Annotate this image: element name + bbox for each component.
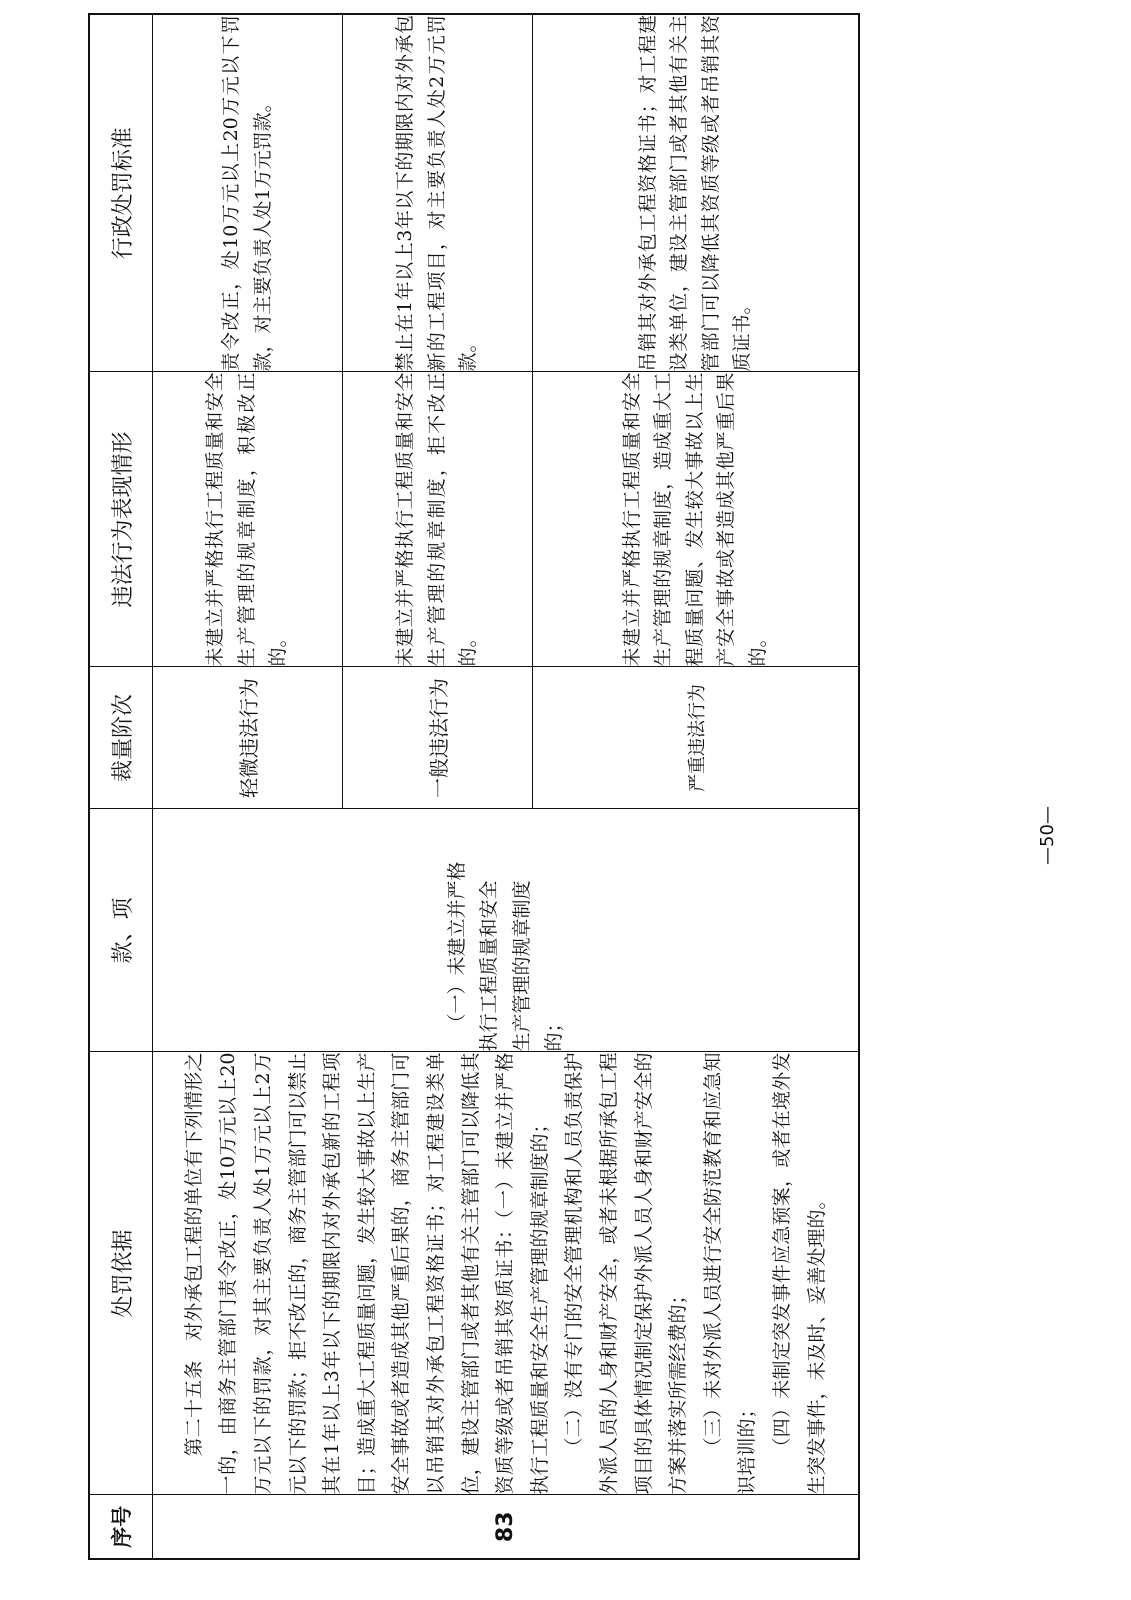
header-behavior: 违法行为表现情形 — [89, 372, 153, 667]
standard-severe: 吊销其对外承包工程资格证书；对工程建设类单位，建设主管部门或者其他有关主管部门可以降低其资质等级或者吊销其资质证书。 — [533, 14, 860, 372]
basis-paragraph: （三）未对外派人员进行安全防范教育和应急知识培训的； — [701, 1052, 759, 1495]
level-severe: 严重违法行为 — [533, 667, 860, 809]
basis-paragraph: （二）没有专门的安全管理机构和人员负责保护外派人员的人身和财产安全，或者未根据所承包工程项目的具体情况制定保护外派人员人身和财产安全的方案并落实所需经费的； — [563, 1052, 690, 1495]
clause-line: 的； — [543, 1013, 565, 1052]
clause-line: 执行工程质量和安全 — [478, 880, 500, 1052]
penalty-basis-cell — [153, 1052, 860, 1495]
behavior-minor: 未建立并严格执行工程质量和安全生产管理的规章制度，积极改正的。 — [153, 372, 343, 667]
header-clause: 款、项 — [89, 809, 153, 1052]
rotated-page — [88, 15, 860, 1560]
level-minor: 轻微违法行为 — [153, 667, 343, 809]
header-level: 裁量阶次 — [89, 667, 153, 809]
basis-paragraph: （四）未制定突发事件应急预案，或者在境外发生突发事件，未及时、妥善处理的。 — [770, 1052, 828, 1495]
level-general: 一般违法行为 — [343, 667, 533, 809]
header-standard: 行政处罚标准 — [89, 14, 153, 372]
page-number — [1032, 800, 1062, 870]
penalty-standard-table — [88, 13, 860, 1560]
header-seq: 序号 — [89, 1495, 153, 1559]
standard-general: 禁止在1年以上3年以下的期限内对外承包新的工程项目，对主要负责人处2万元罚款。 — [343, 14, 533, 372]
table-row — [153, 14, 343, 1559]
header-basis: 处罚依据 — [89, 1052, 153, 1495]
behavior-general: 未建立并严格执行工程质量和安全生产管理的规章制度，拒不改正的。 — [343, 372, 533, 667]
table-header-row — [89, 14, 153, 1559]
behavior-severe: 未建立并严格执行工程质量和安全生产管理的规章制度，造成重大工程质量问题、发生较大事故以上生产安全事故或者造成其他严重后果的。 — [533, 372, 860, 667]
clause-line: （一）未建立并严格 — [445, 861, 468, 1033]
sequence-number: 83 — [153, 1495, 860, 1559]
page-number-text: —50— — [1036, 805, 1058, 865]
basis-paragraph: 第二十五条 对外承包工程的单位有下列情形之一的，由商务主管部门责令改正，处10万元以上20万元以下的罚款，对其主要负责人处1万元以上2万元以下的罚款；拒不改正的，商务主管部门可以禁止其在1年以上3年以下的期限内对外承包新的工程项目；造成重大工程质量问题，发生较大事故以上生产安全事故或者造成其他严重后果的，商务主管部门可以吊销其对外承包工程资格证书；对工程建设类单位，建设主管部门或者其他有关主管部门可以降低其资质等级或者吊销其资质证书：（一）未建立并严格执行工程质量和安全生产管理的规章制度的； — [182, 1052, 551, 1495]
clause-line: 生产管理的规章制度 — [510, 880, 533, 1052]
clause-cell — [153, 809, 860, 1052]
standard-minor: 责令改正，处10万元以上20万元以下罚款，对主要负责人处1万元罚款。 — [153, 14, 343, 372]
